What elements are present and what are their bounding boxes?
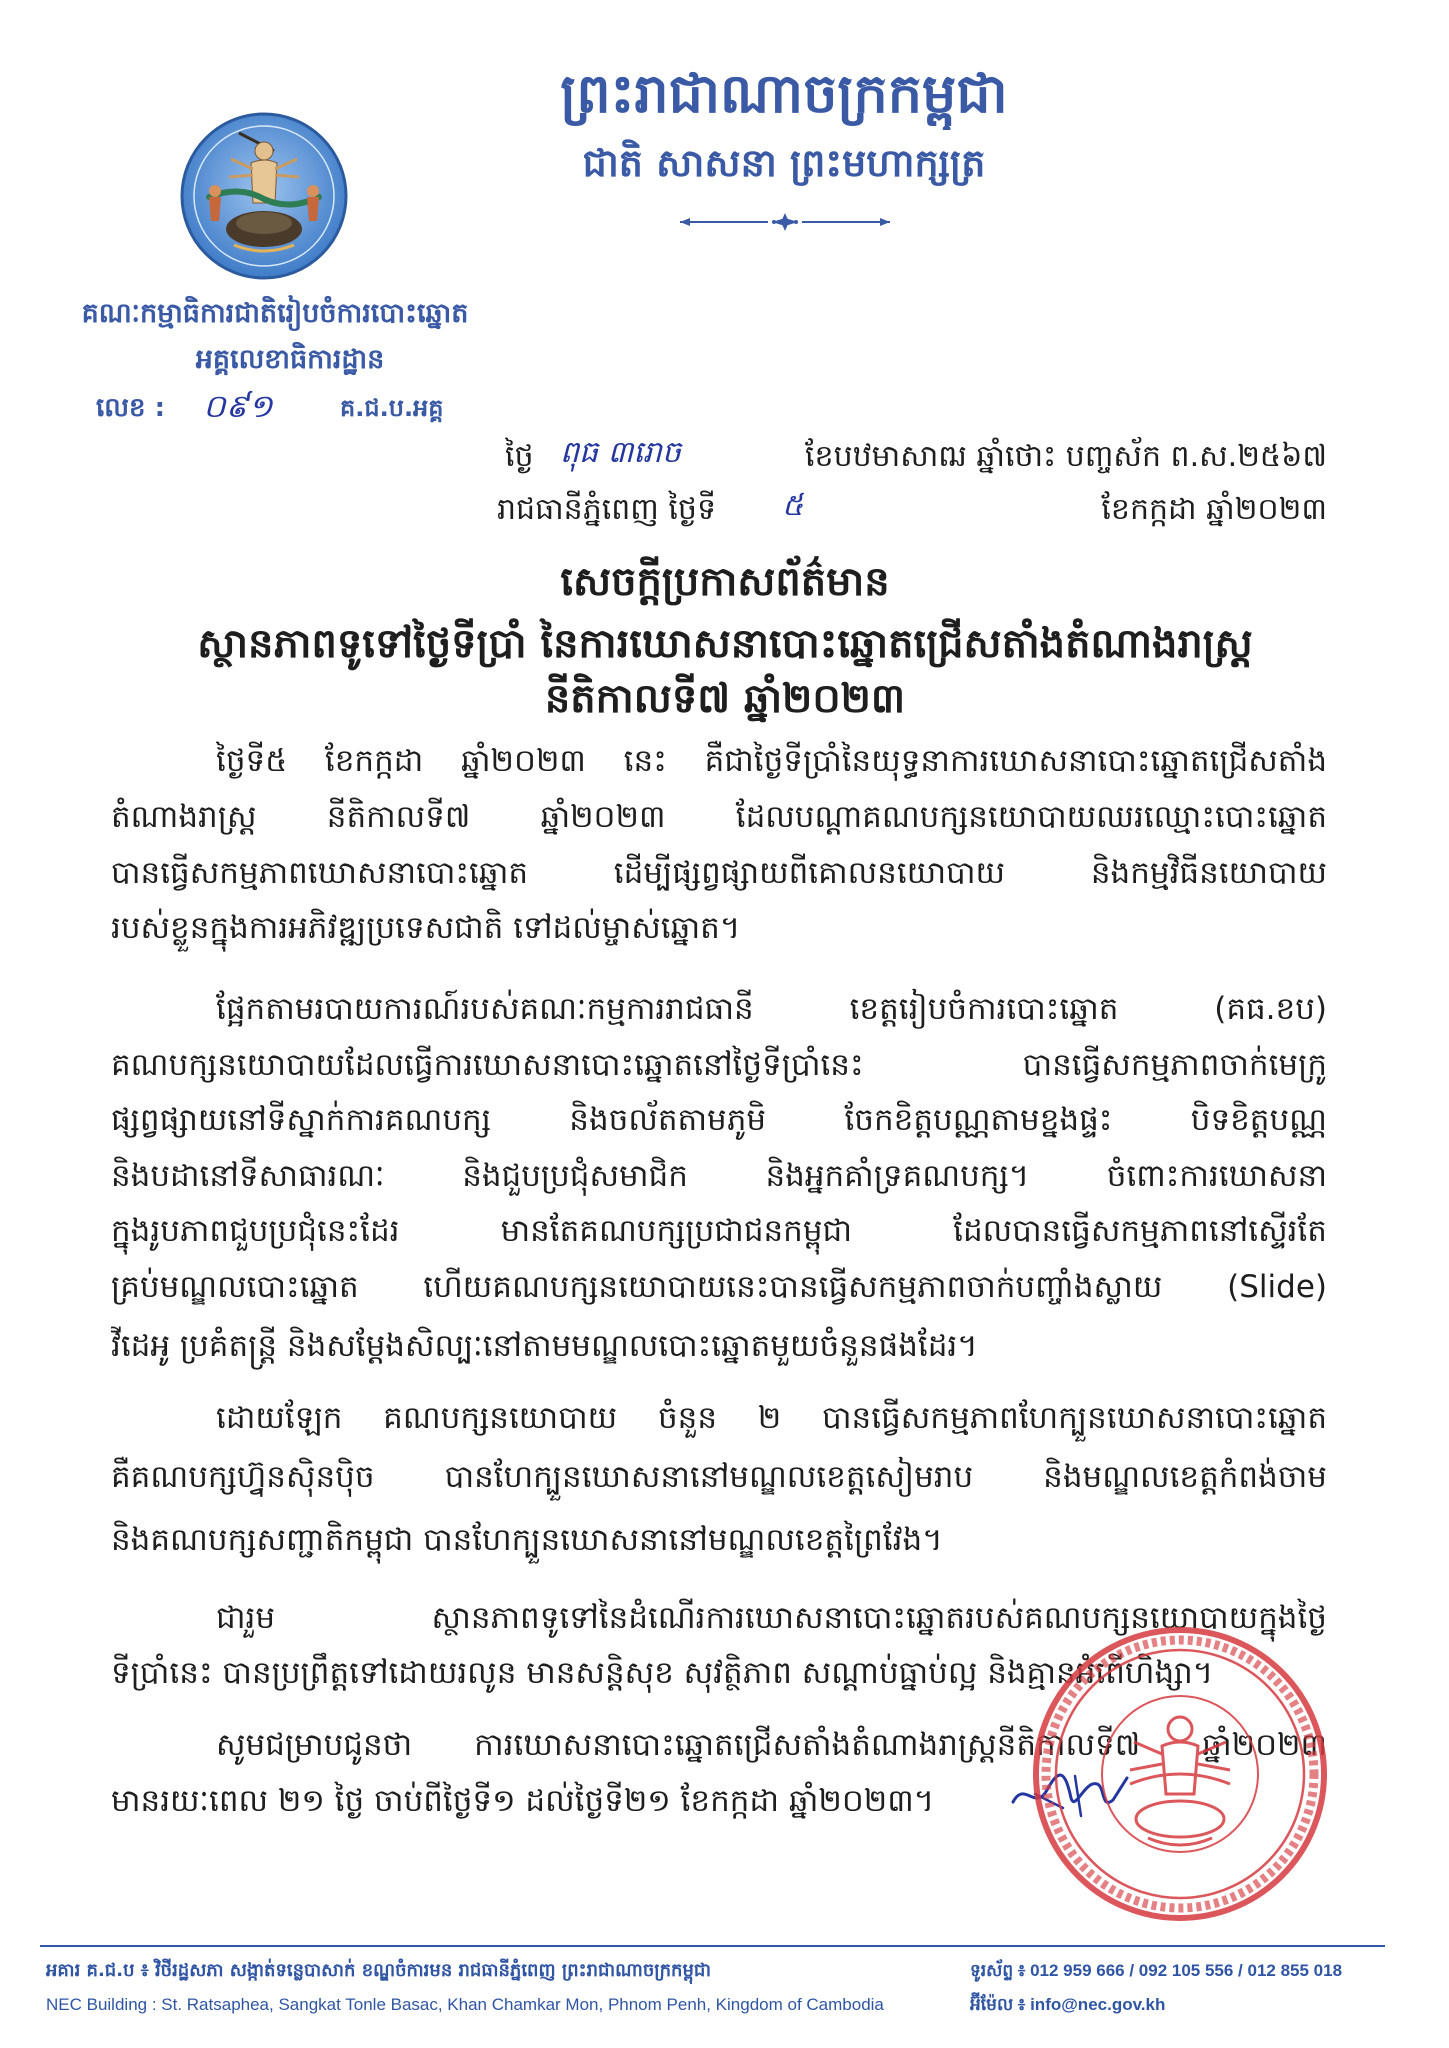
paragraph-2-line: ផ្អែកតាមរបាយការណ៍របស់គណៈកម្មការរាជធានី ខេត្តរៀបចំការបោះឆ្នោត (គធ.ខប) — [216, 991, 1327, 1027]
day-handwritten: ៥ — [782, 488, 804, 523]
paragraph-2-line: វីដេអូ ប្រគំតន្ត្រី និងសម្តែងសិល្បៈនៅតាមមណ្ឌលបោះឆ្នោតមួយចំនួនផងដែរ។ — [111, 1328, 978, 1364]
ornament-divider-icon — [680, 212, 890, 232]
place-date-prefix: រាជធានីភ្នំពេញ ថ្ងៃទី — [497, 492, 717, 527]
reference-label: លេខ : — [96, 393, 165, 423]
paragraph-2-line: ផ្សព្វផ្សាយនៅទីស្នាក់ការគណបក្ស និងចល័តតាមភូមិ ចែកខិត្តបណ្ណតាមខ្នងផ្ទះ បិទខិត្តបណ្ណ — [111, 1102, 1327, 1138]
paragraph-4-line: ជារួម ស្ថានភាពទូទៅនៃដំណើរការឃោសនាបោះឆ្នោតរបស់គណបក្សនយោបាយក្នុងថ្ងៃ — [216, 1600, 1327, 1636]
issuing-department: អគ្គលេខាធិការដ្ឋាន — [195, 344, 385, 375]
paragraph-5-line: មានរយៈពេល ២១ ថ្ងៃ ចាប់ពីថ្ងៃទី១ ដល់ថ្ងៃទី២១ ខែកក្កដា ឆ្នាំ២០២៣។ — [111, 1783, 935, 1819]
footer-email: អ៊ីម៉ែល ៖ info@nec.gov.kh — [970, 1995, 1166, 2014]
kingdom-heading: ព្រះរាជាណាចក្រកម្ពុជា — [560, 62, 1008, 125]
paragraph-1-line: បានធ្វើសកម្មភាពឃោសនាបោះឆ្នោត ដើម្បីផ្សព្វផ្សាយពីគោលនយោបាយ និងកម្មវិធីនយោបាយ — [111, 855, 1327, 891]
paragraph-1-line: តំណាងរាស្ត្រ នីតិកាលទី៧ ឆ្នាំ២០២៣ ដែលបណ្តាគណបក្សនយោបាយឈរឈ្មោះបោះឆ្នោត — [111, 799, 1327, 835]
national-motto: ជាតិ សាសនា ព្រះមហាក្សត្រ — [582, 141, 986, 185]
lunar-date: ខែបឋមាសាឍ ឆ្នាំថោះ បញ្ចស័ក ព.ស.២៥៦៧ — [805, 439, 1327, 474]
official-seal-icon — [1030, 1624, 1330, 1924]
document-subtitle: ស្ថានភាពទូទៅថ្ងៃទីប្រាំ នៃការឃោសនាបោះឆ្នោតជ្រើសតាំងតំណាងរាស្ត្រ — [197, 621, 1253, 667]
issuing-committee: គណៈកម្មាធិការជាតិរៀបចំការបោះឆ្នោត — [81, 298, 469, 329]
paragraph-4-line: ទីប្រាំនេះ បានប្រព្រឹត្តទៅដោយរលូន មានសន្តិសុខ សុវត្ថិភាព សណ្តាប់ធ្នាប់ល្អ និងគ្មានអំពើហិង្សា។ — [111, 1655, 1214, 1691]
reference-number: ០៩១ — [203, 387, 273, 425]
footer-phone: ទូរស័ព្ទ ៖ 012 959 666 / 092 105 556 / 012 855 018 — [970, 1961, 1343, 1980]
month-year: ខែកក្កដា ឆ្នាំ២០២៣ — [1101, 492, 1327, 527]
footer-rule — [40, 1945, 1385, 1947]
seal-emblem — [1130, 1717, 1230, 1845]
paragraph-3-line: និងគណបក្សសញ្ជាតិកម្ពុជា បានហែក្បួនឃោសនានៅមណ្ឌលខេត្តព្រៃវែង។ — [111, 1522, 943, 1558]
nec-emblem-icon — [179, 111, 349, 281]
paragraph-2-line: ក្នុងរូបភាពជួបប្រជុំនេះដែរ មានតែគណបក្សប្រជាជនកម្ពុជា ដែលបានធ្វើសកម្មភាពនៅស្ទើរតែ — [111, 1213, 1327, 1249]
paragraph-2-line: និងបដានៅទីសាធារណៈ និងជួបប្រជុំសមាជិក និងអ្នកគាំទ្រគណបក្ស។ ចំពោះការឃោសនា — [111, 1158, 1327, 1194]
lunar-day-prefix: ថ្ងៃ — [505, 439, 534, 474]
emblem-turtle-base — [226, 211, 302, 251]
paragraph-2-line: គ្រប់មណ្ឌលបោះឆ្នោត ហើយគណបក្សនយោបាយនេះបានធ្វើសកម្មភាពចាក់បញ្ចាំងស្លាយ (Slide) — [111, 1269, 1327, 1305]
reference-suffix: គ.ជ.ប.អគ្គ — [340, 394, 444, 422]
footer-address-english: NEC Building : St. Ratsaphea, Sangkat Tonle Basac, Khan Chamkar Mon, Phnom Penh, Kingdom of Cambodia — [46, 1995, 884, 2014]
paragraph-5-line: សូមជម្រាបជូនថា ការឃោសនាបោះឆ្នោតជ្រើសតាំងតំណាងរាស្ត្រនីតិកាលទី៧ ឆ្នាំ២០២៣ — [216, 1727, 1327, 1763]
paragraph-3-line: គឺគណបក្សហ្វ៊ុនស៊ិនប៉ិច បានហែក្បួនឃោសនានៅមណ្ឌលខេត្តសៀមរាប និងមណ្ឌលខេត្តកំពង់ចាម — [111, 1459, 1327, 1495]
document-title: សេចក្តីប្រកាសព័ត៌មាន — [560, 559, 890, 605]
paragraph-1-line: របស់ខ្លួនក្នុងការអភិវឌ្ឍប្រទេសជាតិ ទៅដល់ម្ចាស់ឆ្នោត។ — [111, 910, 741, 946]
paragraph-2-line: គណបក្សនយោបាយដែលធ្វើការឃោសនាបោះឆ្នោតនៅថ្ងៃទីប្រាំនេះ បានធ្វើសកម្មភាពចាក់មេក្រូ — [111, 1047, 1327, 1083]
lunar-day-handwritten: ពុធ ៣រោច — [560, 435, 681, 470]
footer-address-khmer: អគារ គ.ជ.ប ៖ វិថីរដ្ឋសភា សង្កាត់ទន្លេបាសាក់ ខណ្ឌចំការមន រាជធានីភ្នំពេញ ព្រះរាជាណាចក្រកម្ពុជា — [46, 1960, 712, 1981]
document-subtitle-term: នីតិកាលទី៧ ឆ្នាំ២០២៣ — [544, 676, 906, 722]
paragraph-1-line: ថ្ងៃទី៥ ខែកក្កដា ឆ្នាំ២០២៣ នេះ គឺជាថ្ងៃទីប្រាំនៃយុទ្ធនាការឃោសនាបោះឆ្នោតជ្រើសតាំង — [216, 743, 1327, 779]
paragraph-3-line: ដោយឡែក គណបក្សនយោបាយ ចំនួន ២ បានធ្វើសកម្មភាពហែក្បួនឃោសនាបោះឆ្នោត — [216, 1400, 1327, 1436]
